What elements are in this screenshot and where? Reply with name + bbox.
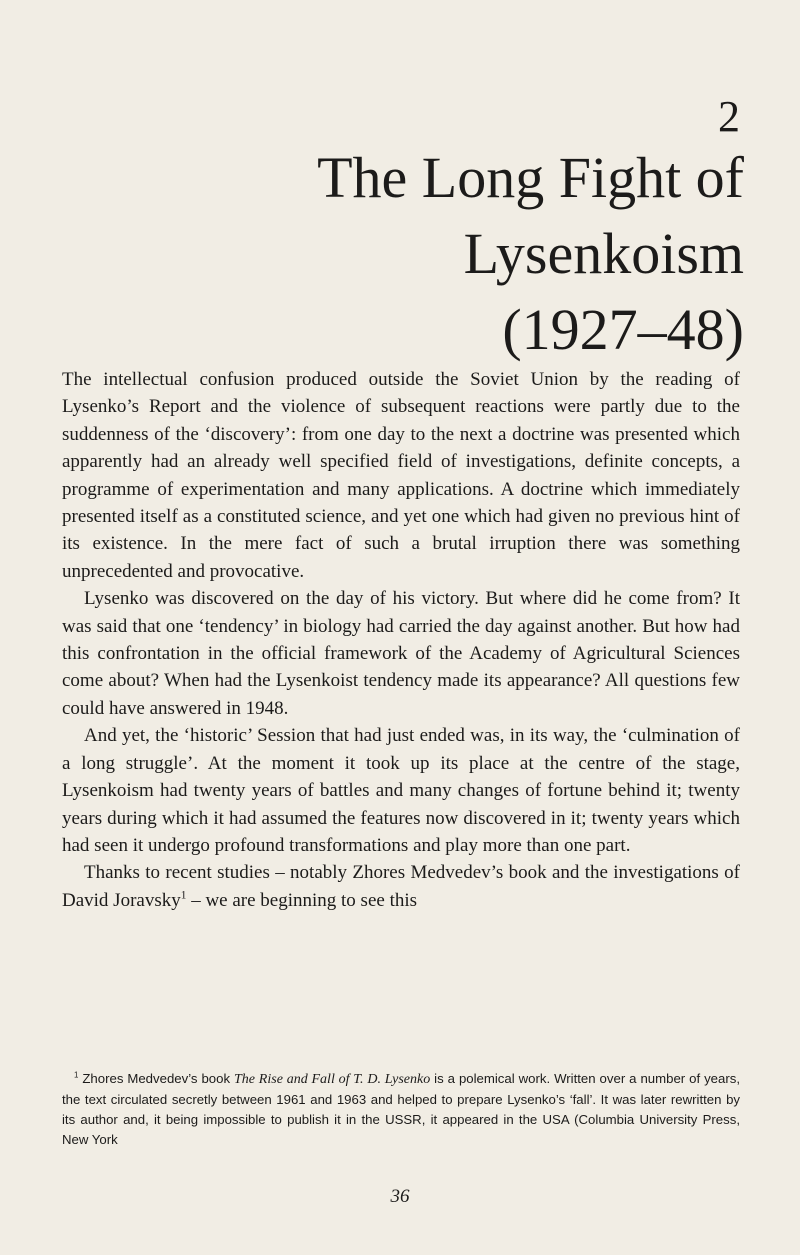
- paragraph: [62, 859, 740, 914]
- paragraph: And yet, the ‘historic’ Session that had just ended was, in its way, the ‘culmination of a long struggle’. At the moment it took up its place at the centre of the stage, Lysenkoism had twenty years of battles and many changes of fortune behind it; twenty years during which it had assumed the features now discovered in it; twenty years which had seen it undergo profound transformations and play more than one part.: [62, 725, 740, 856]
- footnote-mark: 1: [74, 1070, 79, 1080]
- footnote-reference: 1: [180, 889, 187, 902]
- chapter-number: 2: [718, 92, 740, 141]
- chapter-title: [184, 140, 744, 368]
- book-title: The Rise and Fall of T. D. Lysenko: [234, 1072, 431, 1087]
- footnote-text: is a polemical work. Written over a number of years, the text circulated secretly between 1961 and 1963 and helped to prepare Lysenko’s ‘fall’. It was later rewritten by its author and, it being impossible to publish it in the USSR, it appeared in the USA (Columbia University Press, New York: [62, 1071, 740, 1147]
- body-text: [62, 366, 740, 914]
- chapter-title-line: The Long Fight of: [317, 145, 744, 210]
- footnote-text: Zhores Medvedev’s book: [78, 1071, 235, 1086]
- chapter-title-line: Lysenkoism: [463, 221, 744, 286]
- paragraph: The intellectual confusion produced outside the Soviet Union by the reading of Lysenko’s Report and the violence of subsequent reactions were partly due to the suddenness of the ‘discovery’: from one day to the next a doctrine was presented which apparently had an already well specified field of investigations, definite concepts, a programme of experimentation and many applications. A doctrine which immediately presented itself as a constituted science, and yet one which had given no previous hint of its existence. In the mere fact of such a brutal irruption there was something unprecedented and provocative.: [62, 369, 740, 582]
- paragraph-text: Thanks to recent studies – notably Zhores Medvedev’s book and the investigations of David Joravsky: [62, 862, 740, 911]
- chapter-title-line: (1927–48): [502, 297, 744, 362]
- paragraph-text: – we are beginning to see this: [186, 889, 418, 911]
- footnote: [62, 1069, 740, 1150]
- paragraph: Lysenko was discovered on the day of his victory. But where did he come from? It was said that one ‘tendency’ in biology had carried the day against another. But how had this confrontation in the official framework of the Academy of Agricultural Sciences come about? When had the Lysenkoist tendency made its appearance? All questions few could have answered in 1948.: [62, 588, 740, 719]
- page-number: 36: [390, 1186, 410, 1207]
